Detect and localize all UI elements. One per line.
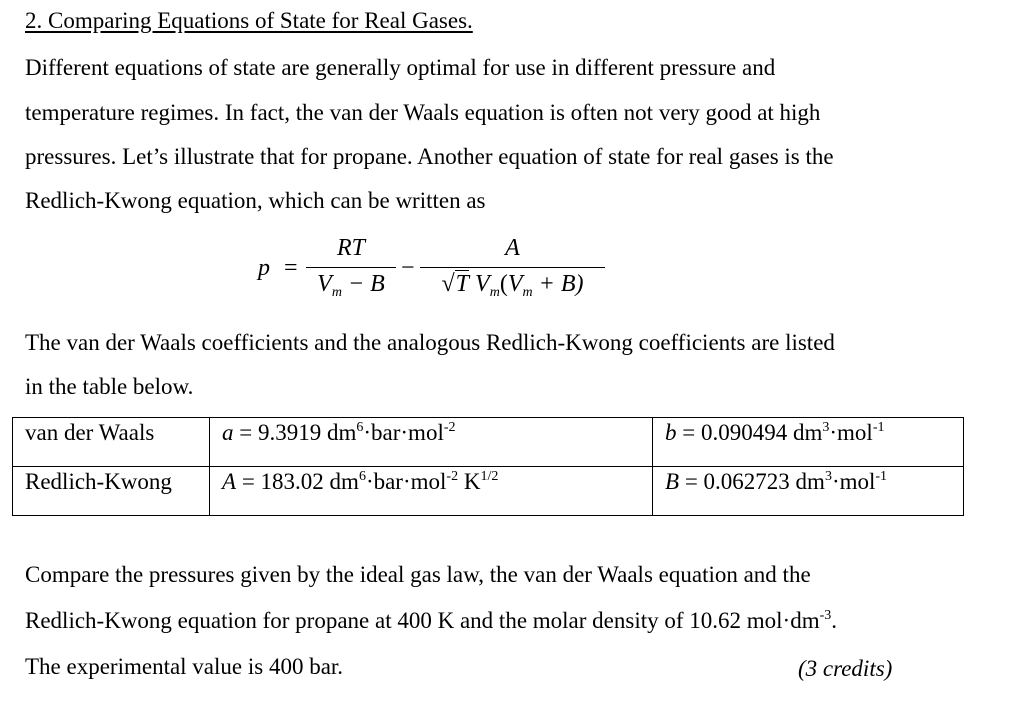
intro-line-4: Redlich-Kwong equation, which can be written as xyxy=(25,188,486,213)
eq-frac2-bar xyxy=(420,267,605,268)
eq-sub-m: m xyxy=(331,285,342,300)
eq-frac2-numerator: A xyxy=(505,235,520,261)
eq-frac1-numerator: RT xyxy=(336,235,365,261)
eq-sub-m-1: m xyxy=(489,285,500,300)
credits-label: (3 credits) xyxy=(798,656,893,681)
period: . xyxy=(831,608,838,633)
coef-B-cell xyxy=(653,467,964,516)
coef-exponent: 3 xyxy=(824,469,832,484)
eq-equals: = xyxy=(284,255,298,281)
intro-line-3: pressures. Let’s illustrate that for propane. Another equation of state for real gases is the xyxy=(25,144,834,169)
eq-frac2-denominator xyxy=(420,271,605,301)
coef-exponent: -1 xyxy=(875,469,888,484)
coef-exponent: 1/2 xyxy=(480,469,499,484)
question-line-1: Compare the pressures given by the ideal gas law, the van der Waals equation and the xyxy=(25,562,811,587)
eq-vm: V xyxy=(317,271,332,297)
coef-units: ·mol xyxy=(829,420,873,445)
question-line-2-text: Redlich-Kwong equation for propane at 400 K and the molar density of 10.62 mol·dm xyxy=(25,608,820,633)
eq-plus-b: + B) xyxy=(532,271,584,297)
intro-line-1: Different equations of state are generally optimal for use in different pressure and xyxy=(25,55,776,80)
coef-exponent: 3 xyxy=(822,420,830,435)
eq-frac1-bar xyxy=(306,267,396,268)
page-title: 2. Comparing Equations of State for Real Gases. xyxy=(25,8,473,33)
redlich-kwong-equation xyxy=(258,233,618,313)
question-line-2 xyxy=(25,608,837,634)
coef-exponent: -2 xyxy=(443,420,456,435)
coef-exponent: 6 xyxy=(358,469,366,484)
coef-a-cell xyxy=(210,418,653,467)
coef-value: = 183.02 dm xyxy=(236,469,359,494)
eq-frac1-denominator xyxy=(306,271,396,301)
table-row xyxy=(13,467,964,516)
question-line-3: The experimental value is 400 bar. xyxy=(25,654,344,679)
eq-sub-m-2: m xyxy=(522,285,533,300)
eq-minus: − xyxy=(401,255,415,281)
eq-paren: ( xyxy=(499,271,508,297)
coef-exponent: -2 xyxy=(446,469,459,484)
coef-value: = 0.090494 dm xyxy=(676,420,823,445)
table-intro-line-1: The van der Waals coefficients and the analogous Redlich-Kwong coefficients are listed xyxy=(25,330,835,355)
intro-line-2: temperature regimes. In fact, the van der Waals equation is often not very good at high xyxy=(25,100,821,125)
coef-symbol: a xyxy=(222,420,234,445)
eq-sqrt-t: T xyxy=(455,271,470,297)
eq-minus-b: − B xyxy=(341,271,385,297)
coef-symbol: b xyxy=(665,420,677,445)
table-row xyxy=(13,418,964,467)
table-intro-line-2: in the table below. xyxy=(25,374,194,399)
coef-units: ·bar·mol xyxy=(363,420,444,445)
sqrt-icon: √ xyxy=(441,271,455,297)
coef-A-cell xyxy=(210,467,653,516)
eq-vm-1: V xyxy=(475,271,490,297)
row-label: Redlich-Kwong xyxy=(13,467,210,516)
coef-exponent: -1 xyxy=(872,420,885,435)
coef-symbol: B xyxy=(665,469,680,494)
density-exponent: -3 xyxy=(819,608,832,623)
coef-b-cell xyxy=(653,418,964,467)
coef-value: = 9.3919 dm xyxy=(233,420,357,445)
coef-units: ·mol xyxy=(831,469,876,494)
eq-vm-2: V xyxy=(507,271,523,297)
eq-lhs: p xyxy=(258,255,270,281)
row-label: van der Waals xyxy=(13,418,210,467)
coef-units-k: K xyxy=(458,469,481,494)
coef-exponent: 6 xyxy=(356,420,364,435)
coef-units: ·bar·mol xyxy=(365,469,447,494)
coefficients-table xyxy=(12,417,964,516)
coef-symbol: A xyxy=(222,469,237,494)
coef-value: = 0.062723 dm xyxy=(679,469,825,494)
